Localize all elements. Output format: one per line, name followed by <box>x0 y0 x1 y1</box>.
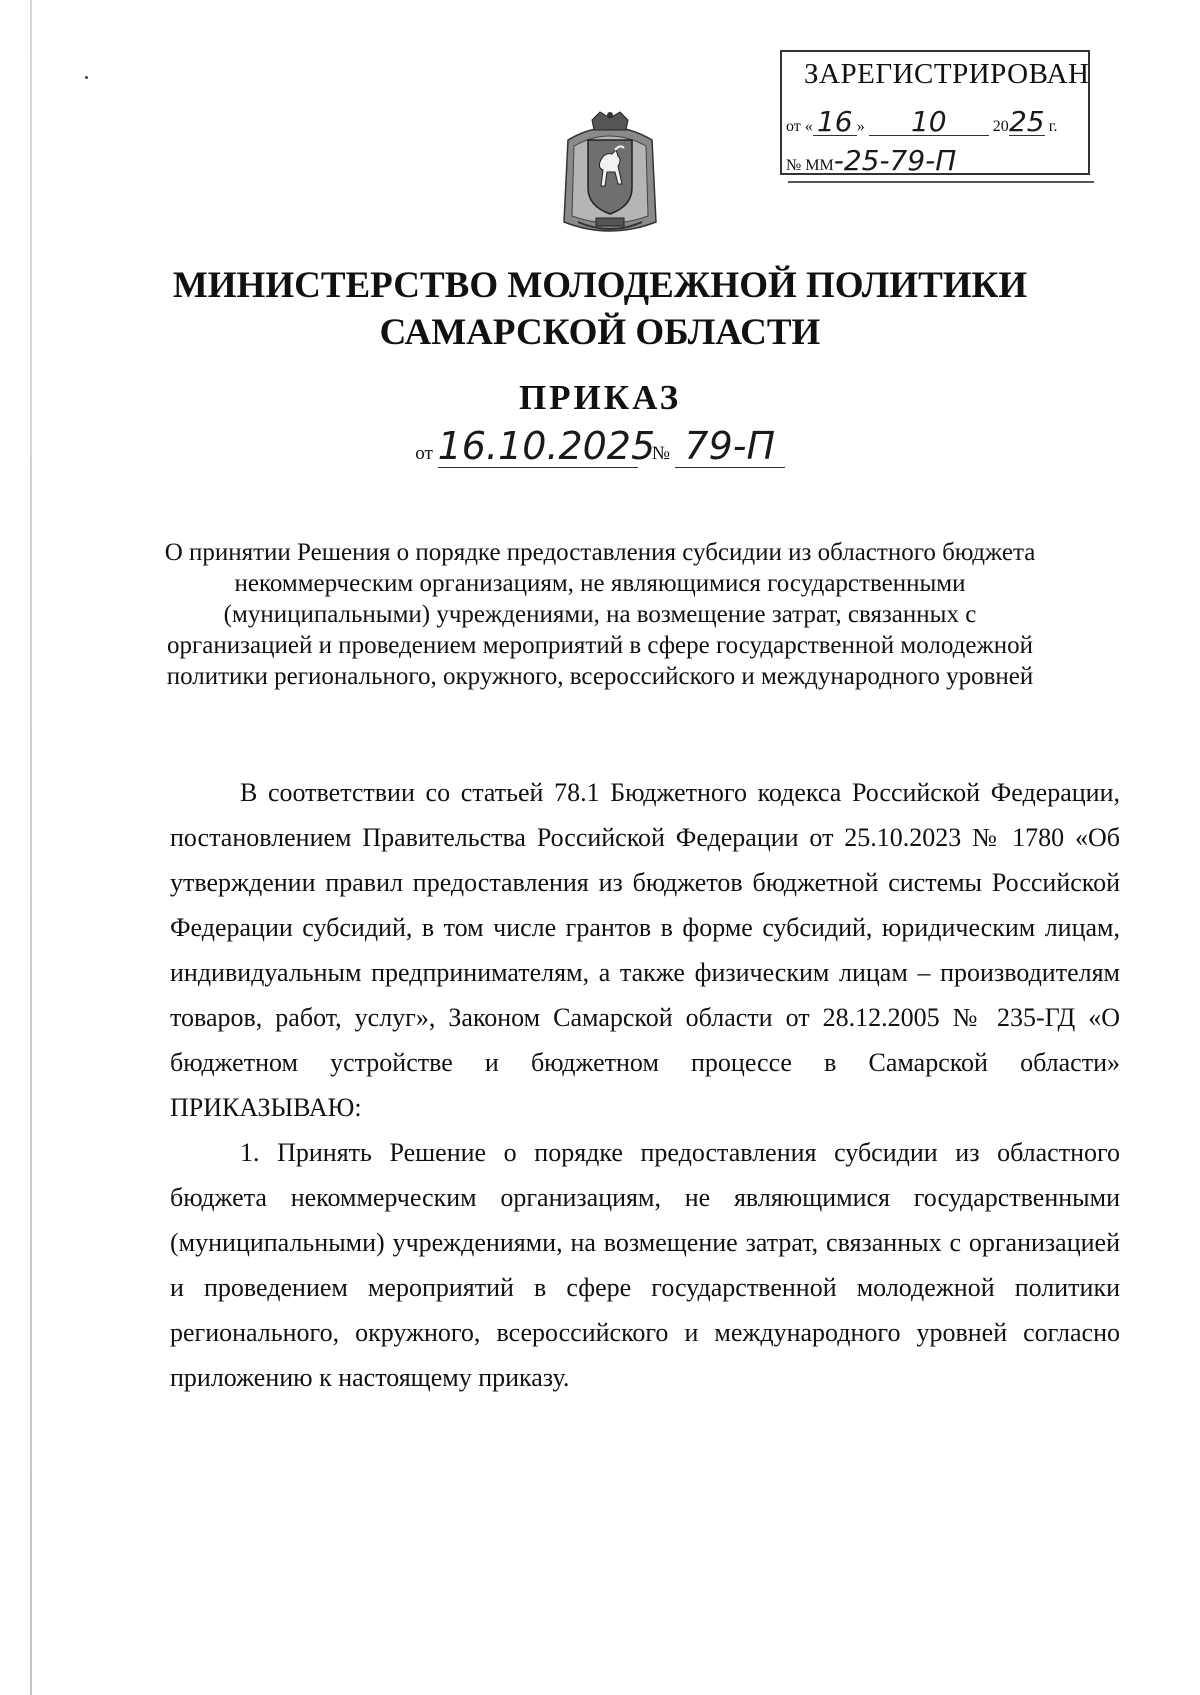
order-date: 16.10.2025 <box>437 424 656 468</box>
stamp-year-prefix: 20 <box>992 118 1009 135</box>
ministry-line-1: МИНИСТЕРСТВО МОЛОДЕЖНОЙ ПОЛИТИКИ <box>172 265 1028 306</box>
order-preamble: В соответствии со статьей 78.1 Бюджетного кодекса Российской Федерации, постановлением Правительства Российской Федерации от 25.10.2023 № 1780 «Об утверждении правил предоставления из бюджетов бюджетной системы Российской Федерации субсидий, в том числе грантов в форме субсидий, юридическим лицам, индивидуальным предпринимателям, а также физическим лицам – производителям товаров, работ, услуг», Законом Самарской области от 28.12.2005 № 235-ГД «О бюджетном устройстве и бюджетном процессе в Самарской области» ПРИКАЗЫВАЮ: <box>170 778 1120 1122</box>
order-subject: О принятии Решения о порядке предоставления субсидии из областного бюджета некоммерческим организациям, не являющимися государственными (муниципальными) учреждениями, на возмещение затрат, связанных с организацией и проведением мероприятий в сфере государственной молодежной политики регионального, окружного, всероссийского и международного уровней <box>164 539 1036 690</box>
stamp-date-close: » <box>856 118 865 135</box>
order-number: 79-П <box>675 425 785 468</box>
scan-speck <box>85 76 88 79</box>
order-date-prefix: от <box>415 443 433 464</box>
stamp-number-prefix: № ММ <box>786 157 834 174</box>
stamp-date-prefix: от « <box>786 118 813 135</box>
stamp-date-row <box>786 105 1058 138</box>
stamp-date-day: 16 <box>813 109 857 136</box>
document-type: ПРИКАЗ <box>518 378 682 417</box>
ministry-name <box>0 262 1200 356</box>
registration-stamp <box>780 50 1090 175</box>
page-edge <box>30 0 32 1695</box>
stamp-date-month: 10 <box>869 109 989 136</box>
stamp-number-row <box>786 144 1049 177</box>
order-date-number <box>0 425 1200 468</box>
stamp-title: ЗАРЕГИСТРИРОВАН <box>804 58 1090 90</box>
order-body <box>170 770 1120 1400</box>
stamp-number-value: -25-79-П <box>834 148 1049 175</box>
stamp-year-unit: г. <box>1048 118 1058 135</box>
stamp-year-suffix: 25 <box>1008 105 1045 138</box>
order-number-prefix: № <box>651 443 670 464</box>
ministry-line-2: САМАРСКОЙ ОБЛАСТИ <box>379 312 821 353</box>
order-item-1: 1. Принять Решение о порядке предоставления субсидии из областного бюджета некоммерческим организациям, не являющимися государственными (муниципальными) учреждениями, на возмещение затрат, связанных с организацией и проведением мероприятий в сфере государственной молодежной политики регионального, окружного, всероссийского и международного уровней согласно приложению к настоящему приказу. <box>170 1138 1120 1392</box>
coat-of-arms-icon <box>560 110 660 240</box>
